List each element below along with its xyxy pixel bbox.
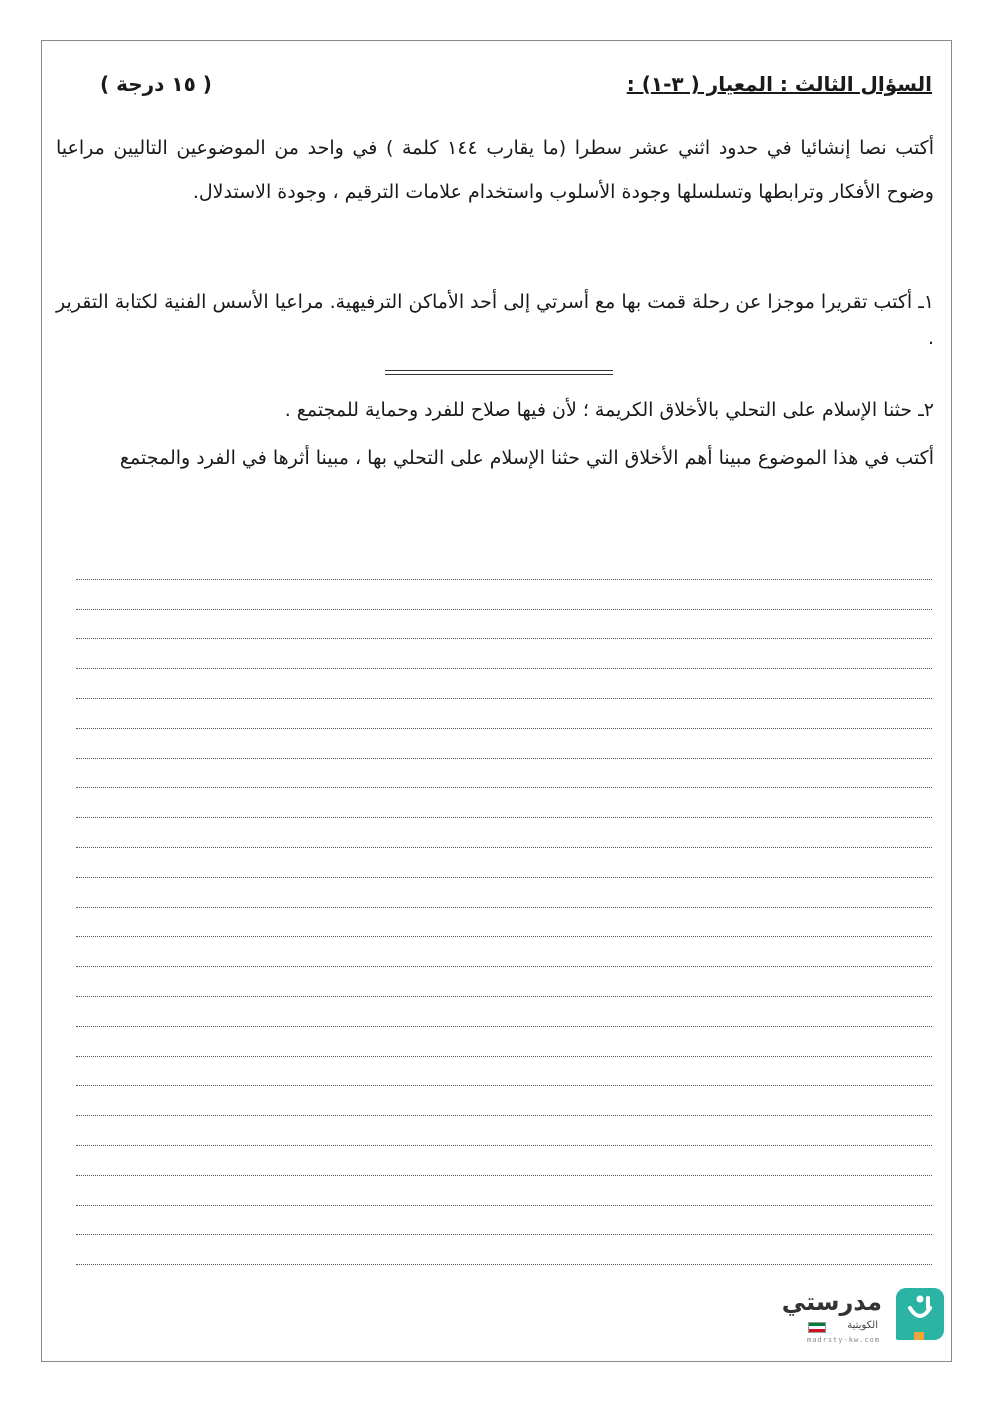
- answer-lines[interactable]: [76, 550, 932, 1265]
- answer-line[interactable]: [76, 1206, 932, 1236]
- answer-line[interactable]: [76, 1235, 932, 1265]
- answer-line[interactable]: [76, 669, 932, 699]
- question-title: السؤال الثالث : المعيار ( ٣-١) :: [626, 72, 932, 96]
- kuwait-flag-icon: [808, 1322, 826, 1333]
- answer-line[interactable]: [76, 580, 932, 610]
- logo-icon: [896, 1288, 944, 1340]
- topic-2-task: أكتب في هذا الموضوع مبينا أهم الأخلاق التي حثنا الإسلام على التحلي بها ، مبينا أثرها في الفرد والمجتمع: [119, 447, 934, 469]
- separator-line-2: [385, 374, 613, 375]
- answer-line[interactable]: [76, 699, 932, 729]
- score-label: ( ١٥ درجة ): [100, 72, 212, 96]
- answer-line[interactable]: [76, 1116, 932, 1146]
- topic-2: ٢ـ حثنا الإسلام على التحلي بالأخلاق الكريمة ؛ لأن فيها صلاح للفرد وحماية للمجتمع .: [284, 399, 934, 421]
- answer-line[interactable]: [76, 848, 932, 878]
- answer-line[interactable]: [76, 759, 932, 789]
- answer-line[interactable]: [76, 878, 932, 908]
- answer-line[interactable]: [76, 1057, 932, 1087]
- answer-line[interactable]: [76, 937, 932, 967]
- answer-line[interactable]: [76, 639, 932, 669]
- answer-line[interactable]: [76, 1146, 932, 1176]
- answer-line[interactable]: [76, 1027, 932, 1057]
- answer-line[interactable]: [76, 997, 932, 1027]
- answer-line[interactable]: [76, 729, 932, 759]
- answer-line[interactable]: [76, 908, 932, 938]
- logo-name: مدرستي: [781, 1288, 882, 1316]
- separator-line: [385, 370, 613, 371]
- answer-line[interactable]: [76, 818, 932, 848]
- answer-line[interactable]: [76, 1176, 932, 1206]
- logo-url: madrsty-kw.com: [806, 1336, 880, 1344]
- answer-line[interactable]: [76, 1086, 932, 1116]
- answer-line[interactable]: [76, 967, 932, 997]
- school-logo: [781, 1286, 950, 1356]
- answer-line[interactable]: [76, 610, 932, 640]
- question-header: [60, 72, 932, 106]
- topic-1: ١ـ أكتب تقريرا موجزا عن رحلة قمت بها مع أسرتي إلى أحد الأماكن الترفيهية. مراعيا الأسس الفنية لكتابة التقرير .: [56, 291, 934, 349]
- instructions-paragraph: أكتب نصا إنشائيا في حدود اثني عشر سطرا (ما يقارب ١٤٤ كلمة ) في واحد من الموضوعين التاليين مراعيا وضوح الأفكار وترابطها وتسلسلها وجودة الأسلوب واستخدام علامات الترقيم ، وجودة الاستدلال.: [56, 137, 934, 203]
- answer-line[interactable]: [76, 788, 932, 818]
- logo-subtitle: الكويتية: [847, 1320, 878, 1331]
- answer-line[interactable]: [76, 550, 932, 580]
